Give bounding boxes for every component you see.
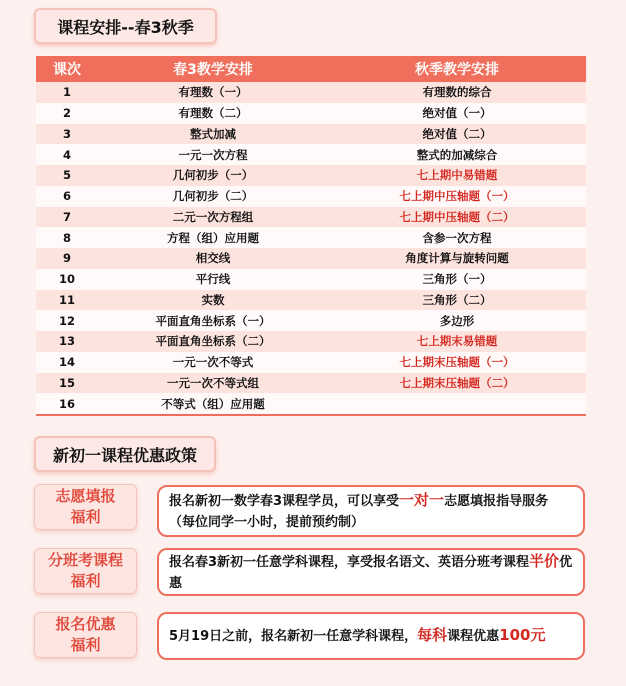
autumn-topic <box>328 393 586 415</box>
table-row <box>36 186 586 207</box>
table-row <box>36 165 586 186</box>
lesson-number: 12 <box>36 310 98 331</box>
spring-topic: 有理数（二） <box>98 103 328 124</box>
autumn-topic: 七上期末易错题 <box>328 331 586 352</box>
autumn-topic: 七上期中易错题 <box>328 165 586 186</box>
policy-text: 课程优惠 <box>447 629 500 644</box>
autumn-topic: 七上期中压轴题（二） <box>328 207 586 228</box>
table-row <box>36 310 586 331</box>
policy-label-line2: 福利 <box>70 636 101 654</box>
autumn-topic: 多边形 <box>328 310 586 331</box>
lesson-number: 8 <box>36 227 98 248</box>
spring-topic: 二元一次方程组 <box>98 207 328 228</box>
policy-text: 报名春3新初一任意学科课程，享受报名语文、英语分班考课程 <box>169 554 530 570</box>
lesson-number: 3 <box>36 124 98 145</box>
policy-desc-discount <box>157 612 585 660</box>
autumn-topic: 有理数的综合 <box>328 82 586 103</box>
spring-topic: 不等式（组）应用题 <box>98 393 328 415</box>
policy-text: 5月19日之前，报名新初一任意学科课程， <box>169 629 418 644</box>
policy-highlight: 每科 <box>417 626 448 644</box>
policy-label-discount <box>34 612 137 658</box>
schedule-table <box>36 56 586 416</box>
spring-topic: 方程（组）应用题 <box>98 227 328 248</box>
spring-topic: 平面直角坐标系（二） <box>98 331 328 352</box>
autumn-topic: 角度计算与旋转问题 <box>328 248 586 269</box>
table-row <box>36 269 586 290</box>
header-lesson: 课次 <box>36 56 98 82</box>
autumn-topic: 绝对值（一） <box>328 103 586 124</box>
lesson-number: 6 <box>36 186 98 207</box>
table-header-row <box>36 56 586 82</box>
autumn-topic: 三角形（二） <box>328 290 586 311</box>
spring-topic: 几何初步（二） <box>98 186 328 207</box>
table-row <box>36 82 586 103</box>
policy-desc-volunteer <box>157 485 585 537</box>
policy-label-volunteer <box>34 484 137 530</box>
lesson-number: 1 <box>36 82 98 103</box>
lesson-number: 7 <box>36 207 98 228</box>
spring-topic: 几何初步（一） <box>98 165 328 186</box>
autumn-topic: 三角形（一） <box>328 269 586 290</box>
lesson-number: 11 <box>36 290 98 311</box>
policy-highlight: 一对一 <box>399 490 445 509</box>
lesson-number: 5 <box>36 165 98 186</box>
autumn-topic: 含参一次方程 <box>328 227 586 248</box>
table-row <box>36 227 586 248</box>
table-row <box>36 393 586 415</box>
lesson-number: 9 <box>36 248 98 269</box>
autumn-topic: 七上期末压轴题（一） <box>328 352 586 373</box>
policy-highlight-amount: 100元 <box>499 626 546 644</box>
policy-text: 志愿填报指导服务（每位同学一小时，提前预约制） <box>169 493 549 530</box>
table-row <box>36 144 586 165</box>
spring-topic: 相交线 <box>98 248 328 269</box>
autumn-topic: 整式的加减综合 <box>328 144 586 165</box>
lesson-number: 14 <box>36 352 98 373</box>
table-row <box>36 103 586 124</box>
table-row <box>36 124 586 145</box>
policy-text: 优惠 <box>169 554 573 591</box>
lesson-number: 2 <box>36 103 98 124</box>
policy-label-line2: 福利 <box>70 572 101 590</box>
table-row <box>36 331 586 352</box>
schedule-title: 课程安排--春3秋季 <box>34 8 217 44</box>
policy-label-placement <box>34 548 137 594</box>
table-row <box>36 373 586 394</box>
lesson-number: 15 <box>36 373 98 394</box>
spring-topic: 平行线 <box>98 269 328 290</box>
header-autumn: 秋季教学安排 <box>328 56 586 82</box>
policy-label-line1: 分班考课程 <box>47 551 123 569</box>
policy-label-line2: 福利 <box>70 508 101 526</box>
spring-topic: 整式加减 <box>98 124 328 145</box>
table-row <box>36 248 586 269</box>
lesson-number: 13 <box>36 331 98 352</box>
lesson-number: 10 <box>36 269 98 290</box>
autumn-topic: 七上期中压轴题（一） <box>328 186 586 207</box>
policy-title: 新初一课程优惠政策 <box>34 436 216 472</box>
policy-text: 报名新初一数学春3课程学员，可以享受 <box>169 493 400 509</box>
spring-topic: 实数 <box>98 290 328 311</box>
autumn-topic: 七上期末压轴题（二） <box>328 373 586 394</box>
table-row <box>36 207 586 228</box>
policy-label-line1: 报名优惠 <box>55 615 116 633</box>
autumn-topic: 绝对值（二） <box>328 124 586 145</box>
spring-topic: 有理数（一） <box>98 82 328 103</box>
spring-topic: 一元一次不等式 <box>98 352 328 373</box>
spring-topic: 一元一次方程 <box>98 144 328 165</box>
header-spring: 春3教学安排 <box>98 56 328 82</box>
spring-topic: 平面直角坐标系（一） <box>98 310 328 331</box>
lesson-number: 4 <box>36 144 98 165</box>
table-row <box>36 352 586 373</box>
lesson-number: 16 <box>36 393 98 415</box>
policy-label-line1: 志愿填报 <box>55 487 116 505</box>
spring-topic: 一元一次不等式组 <box>98 373 328 394</box>
policy-desc-placement <box>157 548 585 596</box>
policy-highlight: 半价 <box>529 551 560 570</box>
table-row <box>36 290 586 311</box>
